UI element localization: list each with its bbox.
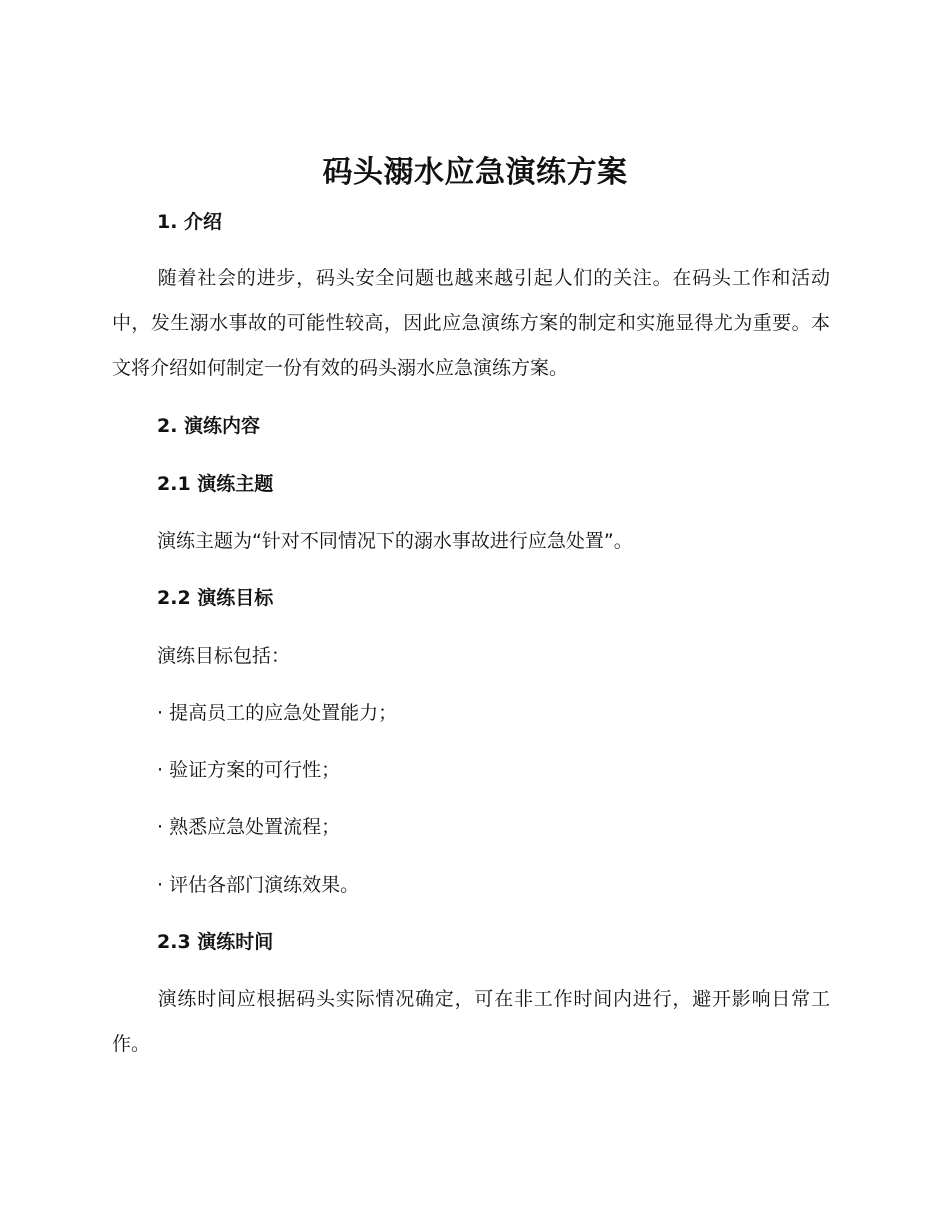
- subsection-heading-theme: 2.1 演练主题: [157, 473, 274, 495]
- goals-intro: 演练目标包括：: [157, 645, 291, 667]
- section-heading-intro: 1. 介绍: [157, 211, 223, 233]
- goal-item: · 验证方案的可行性；: [157, 759, 341, 781]
- time-paragraph: 演练时间应根据码头实际情况确定，可在非工作时间内进行，避开影响日常工作。: [112, 988, 830, 1055]
- subsection-heading-time: 2.3 演练时间: [157, 931, 274, 953]
- goal-item: · 评估各部门演练效果。: [157, 874, 360, 896]
- goal-item: · 熟悉应急处置流程；: [157, 816, 341, 838]
- document-title: 码头溺水应急演练方案: [322, 155, 628, 190]
- section-heading-content: 2. 演练内容: [157, 415, 261, 437]
- intro-paragraph: 随着社会的进步，码头安全问题也越来越引起人们的关注。在码头工作和活动中，发生溺水事故的可能性较高，因此应急演练方案的制定和实施显得尤为重要。本文将介绍如何制定一份有效的码头溺水应急演练方案。: [112, 267, 830, 379]
- goal-item: · 提高员工的应急处置能力；: [157, 702, 398, 724]
- theme-text: 演练主题为“针对不同情况下的溺水事故进行应急处置”。: [157, 530, 633, 552]
- subsection-heading-goals: 2.2 演练目标: [157, 587, 274, 609]
